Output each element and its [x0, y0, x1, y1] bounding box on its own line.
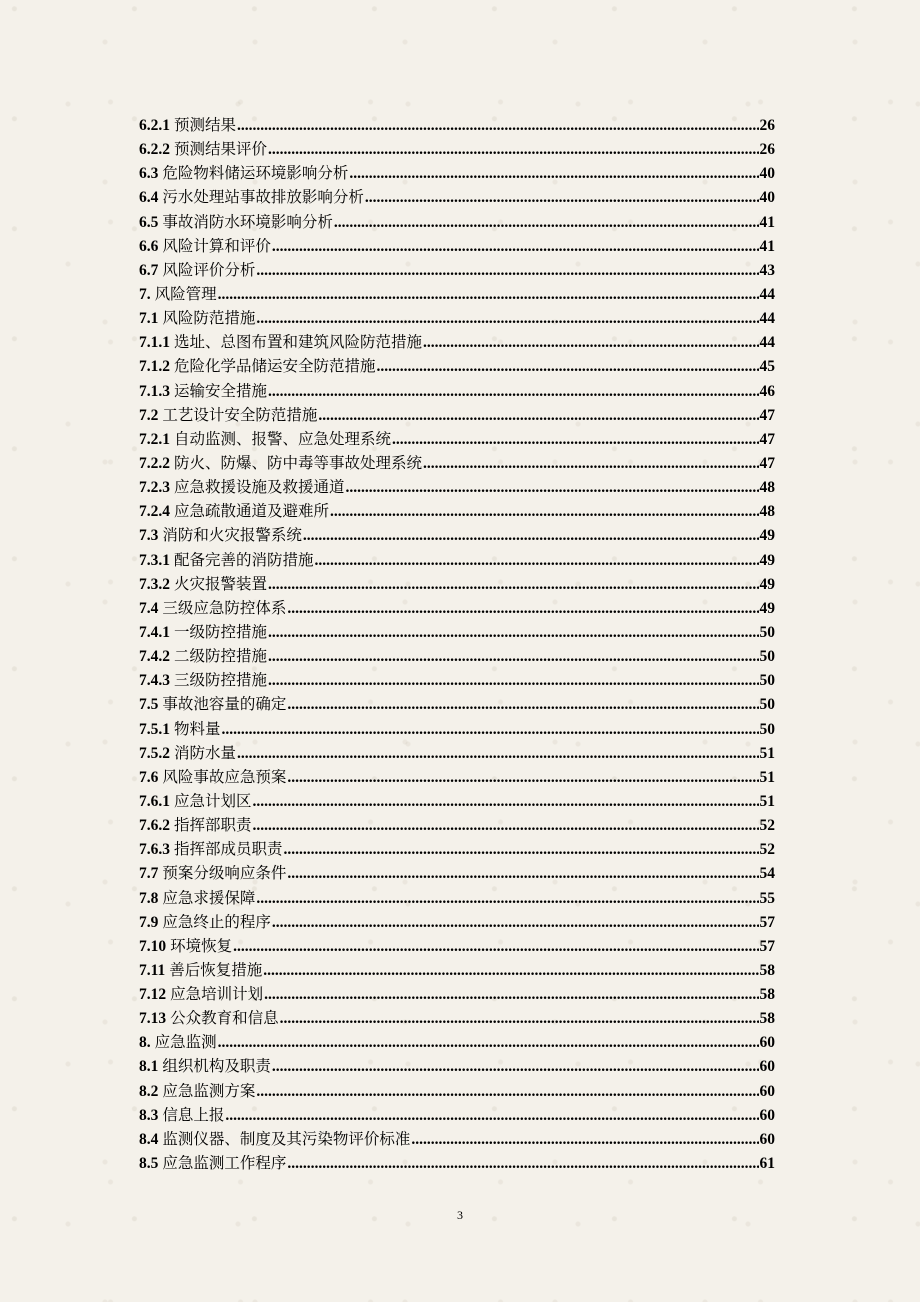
toc-dot-leader	[315, 549, 759, 573]
toc-entry[interactable]	[139, 138, 775, 162]
toc-entry-number: 7.13	[139, 1010, 167, 1028]
toc-dot-leader	[330, 500, 758, 524]
toc-entry[interactable]	[139, 500, 775, 524]
toc-entry[interactable]	[139, 862, 775, 886]
toc-dot-leader	[263, 959, 758, 983]
toc-entry[interactable]	[139, 887, 775, 911]
toc-entry-page: 41	[759, 237, 775, 255]
toc-entry[interactable]	[139, 814, 775, 838]
toc-entry-number: 7.6.1	[139, 792, 170, 810]
toc-entry-number: 7.10	[139, 937, 167, 955]
toc-dot-leader	[222, 718, 759, 742]
toc-entry-number: 8.5	[139, 1155, 159, 1173]
toc-entry-title: 二级防控措施	[174, 648, 268, 666]
toc-entry-page: 57	[759, 913, 775, 931]
toc-entry-page: 44	[759, 285, 775, 303]
toc-entry-title: 选址、总图布置和建筑风险防范措施	[174, 334, 423, 352]
toc-entry-page: 51	[759, 744, 775, 762]
toc-entry-title: 工艺设计安全防范措施	[162, 406, 318, 424]
toc-entry-title: 事故池容量的确定	[162, 696, 287, 714]
toc-entry-title: 应急培训计划	[170, 986, 264, 1004]
toc-dot-leader	[253, 790, 759, 814]
toc-entry-number: 8.4	[139, 1130, 159, 1148]
toc-entry[interactable]	[139, 669, 775, 693]
toc-entry-number: 7.4.2	[139, 648, 170, 666]
toc-dot-leader	[256, 1080, 758, 1104]
toc-entry[interactable]	[139, 235, 775, 259]
toc-entry-title: 消防和火灾报警系统	[162, 527, 302, 545]
toc-entry-page: 51	[759, 768, 775, 786]
toc-entry-page: 49	[759, 575, 775, 593]
toc-dot-leader	[237, 114, 758, 138]
toc-entry-title: 预测结果	[174, 117, 237, 134]
toc-entry[interactable]	[139, 1007, 775, 1031]
toc-entry-page: 43	[759, 261, 775, 279]
toc-entry-number: 8.3	[139, 1106, 159, 1124]
toc-entry-title: 消防水量	[174, 744, 237, 762]
toc-dot-leader	[268, 645, 758, 669]
toc-entry[interactable]	[139, 693, 775, 717]
toc-dot-leader	[225, 1104, 758, 1128]
toc-entry-number: 7.7	[139, 865, 159, 883]
toc-entry-page: 55	[759, 889, 775, 907]
toc-entry-title: 危险物料储运环境影响分析	[162, 165, 349, 183]
toc-dot-leader	[423, 331, 758, 355]
toc-entry-page: 47	[759, 406, 775, 424]
toc-entry-number: 7.5.2	[139, 744, 170, 762]
toc-entry-number: 7.12	[139, 986, 167, 1004]
toc-entry-title: 风险计算和评价	[162, 237, 271, 255]
toc-entry[interactable]	[139, 959, 775, 983]
toc-entry-title: 应急终止的程序	[162, 913, 271, 931]
toc-entry-number: 7.1	[139, 310, 159, 328]
toc-entry-title: 善后恢复措施	[169, 961, 263, 979]
toc-entry-number: 7.1.2	[139, 358, 170, 376]
toc-entry-number: 7.8	[139, 889, 159, 907]
toc-entry[interactable]	[139, 911, 775, 935]
toc-entry[interactable]	[139, 573, 775, 597]
toc-entry-title: 配备完善的消防措施	[174, 551, 314, 569]
toc-entry-title: 事故消防水环境影响分析	[162, 213, 333, 231]
toc-entry-page: 49	[759, 599, 775, 617]
toc-entry-title: 应急救援设施及救援通道	[174, 479, 345, 497]
toc-entry-page: 54	[759, 865, 775, 883]
toc-entry-page: 48	[759, 503, 775, 521]
toc-dot-leader	[346, 476, 759, 500]
toc-entry[interactable]	[139, 1152, 775, 1176]
toc-dot-leader	[287, 766, 758, 790]
toc-entry-page: 60	[759, 1106, 775, 1124]
toc-entry[interactable]	[139, 331, 775, 355]
toc-entry-title: 物料量	[174, 720, 221, 738]
toc-entry-title: 信息上报	[162, 1106, 225, 1124]
toc-dot-leader	[272, 911, 759, 935]
toc-entry-page: 60	[759, 1058, 775, 1076]
toc-entry-number: 6.6	[139, 237, 159, 255]
toc-entry[interactable]	[139, 524, 775, 548]
toc-entry-page: 57	[759, 937, 775, 955]
toc-entry-title: 危险化学品储运安全防范措施	[174, 358, 376, 376]
toc-dot-leader	[284, 838, 759, 862]
toc-entry-number: 8.2	[139, 1082, 159, 1100]
toc-entry-number: 7.2.4	[139, 503, 170, 521]
toc-entry-title: 应急监测工作程序	[162, 1155, 287, 1173]
toc-entry-number: 6.2.2	[139, 141, 170, 159]
toc-dot-leader	[365, 186, 759, 210]
toc-entry-number: 7.3.2	[139, 575, 170, 593]
toc-entry-page: 50	[759, 696, 775, 714]
toc-entry-number: 7.11	[139, 961, 166, 979]
toc-entry[interactable]	[139, 1031, 775, 1055]
toc-entry[interactable]	[139, 211, 775, 235]
toc-entry[interactable]	[139, 307, 775, 331]
toc-entry-number: 7.4.3	[139, 672, 170, 690]
toc-entry[interactable]	[139, 790, 775, 814]
toc-entry[interactable]	[139, 283, 775, 307]
toc-entry-number: 7.6.2	[139, 817, 170, 835]
toc-entry[interactable]	[139, 1055, 775, 1079]
toc-dot-leader	[287, 1152, 758, 1176]
toc-entry-title: 运输安全措施	[174, 382, 268, 400]
toc-entry-title: 环境恢复	[170, 937, 233, 955]
toc-entry[interactable]	[139, 838, 775, 862]
toc-entry-page: 58	[759, 1010, 775, 1028]
toc-entry[interactable]	[139, 404, 775, 428]
toc-entry-number: 7.4.1	[139, 623, 170, 641]
table-of-contents	[139, 114, 775, 1176]
toc-entry-title: 监测仪器、制度及其污染物评价标准	[162, 1130, 411, 1148]
toc-entry[interactable]	[139, 380, 775, 404]
toc-entry[interactable]	[139, 935, 775, 959]
toc-entry-number: 7.4	[139, 599, 159, 617]
toc-entry-title: 指挥部成员职责	[174, 841, 283, 859]
toc-dot-leader	[268, 573, 758, 597]
toc-entry-page: 52	[759, 841, 775, 859]
page-number: 3	[457, 1208, 463, 1222]
toc-entry-page: 61	[759, 1155, 775, 1173]
toc-entry-title: 风险管理	[154, 285, 217, 303]
toc-entry[interactable]	[139, 259, 775, 283]
toc-dot-leader	[392, 428, 758, 452]
toc-entry-page: 52	[759, 817, 775, 835]
toc-entry[interactable]	[139, 621, 775, 645]
toc-entry-title: 三级防控措施	[174, 672, 268, 690]
toc-entry-page: 48	[759, 479, 775, 497]
toc-entry-page: 60	[759, 1082, 775, 1100]
toc-entry-page: 60	[759, 1130, 775, 1148]
toc-dot-leader	[303, 524, 759, 548]
toc-entry[interactable]	[139, 983, 775, 1007]
toc-entry-page: 47	[759, 454, 775, 472]
toc-dot-leader	[287, 862, 758, 886]
toc-entry-number: 7.2.3	[139, 479, 170, 497]
toc-entry-title: 预测结果评价	[174, 141, 268, 159]
toc-entry-title: 公众教育和信息	[170, 1010, 279, 1028]
toc-entry[interactable]	[139, 645, 775, 669]
toc-dot-leader	[218, 1031, 759, 1055]
toc-entry-page: 44	[759, 334, 775, 352]
toc-entry[interactable]	[139, 549, 775, 573]
toc-dot-leader	[256, 259, 758, 283]
toc-entry[interactable]	[139, 452, 775, 476]
toc-entry-page: 45	[759, 358, 775, 376]
toc-dot-leader	[233, 935, 758, 959]
toc-entry-page: 51	[759, 792, 775, 810]
toc-entry[interactable]	[139, 1104, 775, 1128]
toc-entry-page: 49	[759, 527, 775, 545]
toc-entry-page: 58	[759, 986, 775, 1004]
toc-entry-page: 50	[759, 720, 775, 738]
toc-entry-title: 指挥部职责	[174, 817, 252, 835]
toc-entry[interactable]	[139, 114, 775, 138]
toc-entry-title: 火灾报警装置	[174, 575, 268, 593]
toc-dot-leader	[268, 621, 758, 645]
toc-entry-page: 44	[759, 310, 775, 328]
toc-entry-number: 7.3.1	[139, 551, 170, 569]
toc-dot-leader	[218, 283, 759, 307]
toc-entry[interactable]	[139, 1128, 775, 1152]
toc-dot-leader	[272, 235, 759, 259]
toc-entry-title: 污水处理站事故排放影响分析	[162, 189, 364, 207]
toc-entry-page: 40	[759, 165, 775, 183]
toc-entry[interactable]	[139, 162, 775, 186]
toc-entry-title: 三级应急防控体系	[162, 599, 287, 617]
toc-entry-title: 风险事故应急预案	[162, 768, 287, 786]
toc-entry-page: 47	[759, 430, 775, 448]
toc-entry[interactable]	[139, 742, 775, 766]
toc-entry-page: 50	[759, 623, 775, 641]
toc-entry-page: 26	[759, 141, 775, 159]
toc-entry-page: 50	[759, 648, 775, 666]
toc-entry-page: 41	[759, 213, 775, 231]
toc-dot-leader	[411, 1128, 758, 1152]
toc-entry-title: 应急监测方案	[162, 1082, 256, 1100]
toc-entry[interactable]	[139, 597, 775, 621]
toc-entry-number: 7.6	[139, 768, 159, 786]
toc-entry-number: 6.3	[139, 165, 159, 183]
toc-dot-leader	[268, 380, 758, 404]
toc-entry-number: 7.	[139, 285, 151, 303]
toc-dot-leader	[287, 597, 758, 621]
toc-entry-title: 防火、防爆、防中毒等事故处理系统	[174, 454, 423, 472]
toc-entry-number: 8.	[139, 1034, 151, 1052]
toc-entry-number: 7.2	[139, 406, 159, 424]
toc-entry-page: 26	[759, 117, 775, 134]
toc-entry-title: 自动监测、报警、应急处理系统	[174, 430, 392, 448]
toc-entry-page: 50	[759, 672, 775, 690]
toc-entry[interactable]	[139, 186, 775, 210]
toc-dot-leader	[253, 814, 759, 838]
toc-entry-number: 7.5.1	[139, 720, 170, 738]
toc-dot-leader	[280, 1007, 759, 1031]
toc-entry-number: 7.2.2	[139, 454, 170, 472]
toc-dot-leader	[256, 887, 758, 911]
toc-entry[interactable]	[139, 718, 775, 742]
toc-entry-number: 7.9	[139, 913, 159, 931]
toc-entry-title: 应急疏散通道及避难所	[174, 503, 330, 521]
toc-entry-number: 8.1	[139, 1058, 159, 1076]
toc-entry-number: 6.2.1	[139, 117, 170, 134]
toc-dot-leader	[268, 138, 758, 162]
toc-entry-title: 风险评价分析	[162, 261, 256, 279]
toc-entry-number: 6.5	[139, 213, 159, 231]
toc-dot-leader	[318, 404, 758, 428]
toc-entry-number: 7.3	[139, 527, 159, 545]
toc-entry-number: 7.6.3	[139, 841, 170, 859]
toc-entry-page: 40	[759, 189, 775, 207]
toc-entry-number: 7.1.1	[139, 334, 170, 352]
toc-entry-number: 6.7	[139, 261, 159, 279]
toc-entry-page: 46	[759, 382, 775, 400]
toc-entry[interactable]	[139, 428, 775, 452]
toc-entry-number: 7.1.3	[139, 382, 170, 400]
toc-entry[interactable]	[139, 1080, 775, 1104]
toc-entry-number: 6.4	[139, 189, 159, 207]
toc-dot-leader	[256, 307, 758, 331]
toc-entry-title: 一级防控措施	[174, 623, 268, 641]
toc-entry-title: 应急求援保障	[162, 889, 256, 907]
toc-entry-page: 58	[759, 961, 775, 979]
toc-entry-page: 60	[759, 1034, 775, 1052]
toc-dot-leader	[237, 742, 758, 766]
toc-entry[interactable]	[139, 766, 775, 790]
toc-entry-number: 7.2.1	[139, 430, 170, 448]
toc-dot-leader	[264, 983, 758, 1007]
toc-entry-title: 风险防范措施	[162, 310, 256, 328]
toc-entry[interactable]	[139, 355, 775, 379]
toc-entry-page: 49	[759, 551, 775, 569]
toc-entry-number: 7.5	[139, 696, 159, 714]
toc-dot-leader	[377, 355, 759, 379]
toc-dot-leader	[349, 162, 758, 186]
toc-dot-leader	[423, 452, 758, 476]
toc-entry-title: 应急监测	[154, 1034, 217, 1052]
toc-dot-leader	[287, 693, 758, 717]
toc-dot-leader	[334, 211, 759, 235]
toc-entry-title: 应急计划区	[174, 792, 252, 810]
toc-dot-leader	[272, 1055, 759, 1079]
toc-entry-title: 组织机构及职责	[162, 1058, 271, 1076]
toc-entry[interactable]	[139, 476, 775, 500]
toc-entry-title: 预案分级响应条件	[162, 865, 287, 883]
toc-dot-leader	[268, 669, 758, 693]
